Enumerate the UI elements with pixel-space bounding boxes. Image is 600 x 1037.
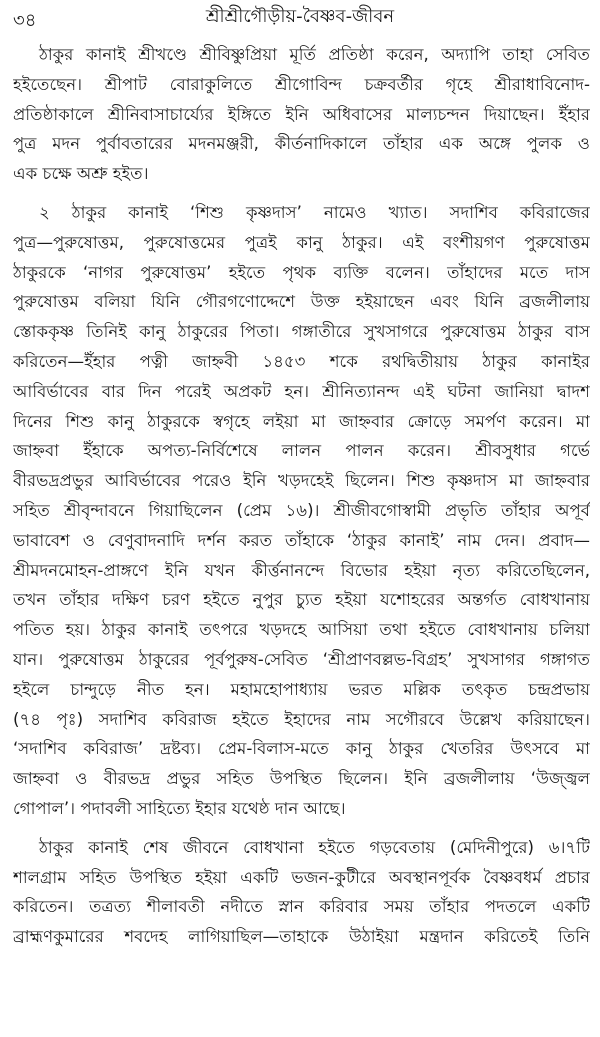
text-line: হইলে চান্দুড়ে নীত হন। মহামহোপাধ্যায় ভরত মল্লিক তৎকৃত চন্দ্রপ্রভায় bbox=[13, 679, 590, 699]
text-line: স্তোককৃষ্ণ তিনিই কানু ঠাকুরের পিতা। গঙ্গাতীরে সুখসাগরে পুরুষোত্তম ঠাকুর বাস bbox=[13, 322, 590, 342]
body-text bbox=[13, 40, 590, 952]
text-line: যান। পুরুষোত্তম ঠাকুরের পূর্বপুরুষ-সেবিত ‘শ্রীপ্রাণবল্লভ-বিগ্রহ’ সুখসাগর গঙ্গাগত bbox=[13, 649, 590, 669]
text-line: পুরুষোত্তম বলিয়া যিনি গৌরগণোদ্দেশে উক্ত হইয়াছেন এবং যিনি ব্রজলীলায় bbox=[13, 292, 590, 312]
text-line: জাহ্নবা ও বীরভদ্র প্রভুর সহিত উপস্থিত ছিলেন। ইনি ব্রজলীলায় ‘উজ্জ্বল bbox=[13, 769, 590, 789]
text-line: প্রতিষ্ঠাকালে শ্রীনিবাসাচার্য্যের ইঙ্গিতে ইনি অধিবাসের মাল্যচন্দন দিয়াছেন। ইঁহার bbox=[13, 104, 590, 124]
text-line: শালগ্রাম সহিত উপস্থিত হইয়া একটি ভজন-কুটীরে অবস্থানপূর্বক বৈষ্ণবধর্ম প্রচার bbox=[13, 867, 590, 887]
text-line: ভাবাবেশ ও বেণুবাদনাদি দর্শন করত তাঁহাকে ‘ঠাকুর কানাই’ নাম দেন। প্রবাদ— bbox=[13, 530, 590, 550]
text-line: আবির্ভাবের বার দিন পরেই অপ্রকট হন। শ্রীনিত্যানন্দ এই ঘটনা জানিয়া দ্বাদশ bbox=[13, 381, 590, 401]
text-line: দিনের শিশু কানু ঠাকুরকে স্বগৃহে লইয়া মা জাহ্নবার ক্রোড়ে সমর্পণ করেন। মা bbox=[13, 411, 590, 431]
text-line: তখন তাঁহার দক্ষিণ চরণ হইতে নুপুর চ্যুত হইয়া যশোহরের অন্তর্গত বোধখানায় bbox=[13, 590, 590, 610]
text-line: করিতেন—ইঁহার পত্নী জাহ্নবী ১৪৫৩ শকে রথদ্বিতীয়ায় ঠাকুর কানাইর bbox=[13, 351, 590, 371]
paragraph-2 bbox=[13, 198, 590, 824]
text-line: ঠাকুরকে ‘নাগর পুরুষোত্তম’ হইতে পৃথক ব্যক্তি বলেন। তাঁহাদের মতে দাস bbox=[13, 262, 590, 282]
text-line: এক চক্ষে অশ্রু হইত। bbox=[13, 164, 149, 184]
text-line: ঠাকুর কানাই শেষ জীবনে বোধখানা হইতে গড়বেতায় (মেদিনীপুরে) ৬।৭টি bbox=[39, 837, 590, 857]
text-line: সহিত শ্রীবৃন্দাবনে গিয়াছিলেন (প্রেম ১৬)। শ্রীজীবগোস্বামী প্রভৃতি তাঁহার অপূর্ব bbox=[13, 500, 590, 520]
text-line: (৭৪ পৃঃ) সদাশিব কবিরাজ হইতে ইহাদের নাম সগৌরবে উল্লেখ করিয়াছেন। bbox=[13, 709, 590, 729]
text-line: করিতেন। তত্রত্য শীলাবতী নদীতে স্নান করিবার সময় তাঁহার পদতলে একটি bbox=[13, 897, 590, 917]
running-title: শ্রীশ্রীগৌড়ীয়-বৈষ্ণব-জীবন bbox=[205, 6, 395, 27]
text-line: জাহ্নবা ইঁহাকে অপত্য-নির্বিশেষে লালন পালন করেন। শ্রীবসুধার গর্ভে bbox=[13, 441, 590, 461]
paragraph-spacer bbox=[13, 189, 590, 198]
text-line: পুত্র—পুরুষোত্তম, পুরুষোত্তমের পুত্রই কানু ঠাকুর। এই বংশীয়গণ পুরুষোত্তম bbox=[13, 232, 590, 252]
text-line: শ্রীমদনমোহন-প্রাঙ্গণে ইনি যখন কীর্ত্তনানন্দে বিভোর হইয়া নৃত্য করিতেছিলেন, bbox=[13, 560, 590, 580]
text-line: ‘সদাশিব কবিরাজ’ দ্রষ্টব্য। প্রেম-বিলাস-মতে কানু ঠাকুর খেতরির উৎসবে মা bbox=[13, 739, 590, 759]
text-line: বীরভদ্রপ্রভুর আবির্ভাবের পরেও ইনি খড়দহেই ছিলেন। শিশু কৃষ্ণদাস মা জাহ্নবার bbox=[13, 471, 590, 491]
text-line: পুত্র মদন পুর্বাবতারের মদনমঞ্জরী, কীর্তনাদিকালে তাঁহার এক অঙ্গে পুলক ও bbox=[13, 134, 590, 154]
text-line: ব্রাহ্মণকুমারের শবদেহ লাগিয়াছিল—তাহাকে উঠাইয়া মন্ত্রদান করিতেই তিনি bbox=[13, 927, 590, 947]
text-line: ২ ঠাকুর কানাই ‘শিশু কৃষ্ণদাস’ নামেও খ্যাত। সদাশিব কবিরাজের bbox=[39, 202, 590, 222]
text-line: হইতেছেন। শ্রীপাট বোরাকুলিতে শ্রীগোবিন্দ চক্রবর্তীর গৃহে শ্রীরাধাবিনোদ- bbox=[13, 74, 590, 94]
page-header bbox=[0, 4, 600, 38]
paragraph-3 bbox=[13, 833, 590, 952]
text-line: পতিত হয়। ঠাকুর কানাই তৎপরে খড়দহে আসিয়া তথা হইতে বোধখানায় চলিয়া bbox=[13, 620, 590, 640]
text-line: ঠাকুর কানাই শ্রীখণ্ডে শ্রীবিষ্ণুপ্রিয়া মূর্তি প্রতিষ্ঠা করেন, অদ্যাপি তাহা সেবিত bbox=[39, 45, 590, 64]
page-number: ৩৪ bbox=[13, 10, 37, 31]
text-line: গোপাল’। পদাবলী সাহিত্যে ইহার যথেষ্ঠ দান আছে। bbox=[13, 798, 346, 818]
paragraph-1 bbox=[13, 40, 590, 189]
paragraph-spacer bbox=[13, 824, 590, 833]
